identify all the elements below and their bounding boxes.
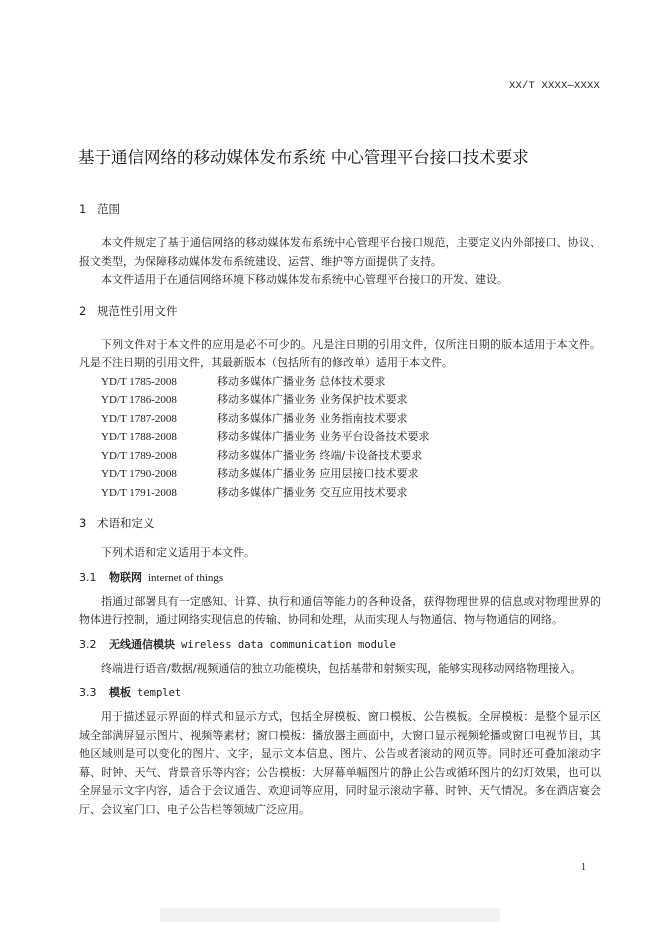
term-number: 3.1 — [79, 570, 97, 584]
term-definition: 终端进行语音/数据/视频通信的独立功能模块，包括基带和射频实现，能够实现移动网络物理接入。 — [101, 661, 582, 675]
reference-title: 移动多媒体广播业务 应用层接口技术要求 — [217, 467, 419, 480]
term-en: templet — [137, 687, 182, 699]
reference-code: YD/T 1789-2008 — [101, 449, 177, 462]
paragraph: 本文件规定了基于通信网络的移动媒体发布系统中心管理平台接口规范，主要定义内外部接口、协议、报文类型，为保障移动媒体发布系统建设、运营、维护等方面提供了支持。 — [79, 236, 601, 268]
paragraph: 下列文件对于本文件的应用是必不可少的。凡是注日期的引用文件，仅所注日期的版本适用于本文件。凡是不注日期的引用文件，其最新版本（包括所有的修改单）适用于本文件。 — [79, 337, 601, 369]
section-title: 规范性引用文件 — [97, 303, 178, 318]
section-number: 3 — [79, 516, 87, 530]
reference-title: 移动多媒体广播业务 交互应用技术要求 — [217, 485, 408, 499]
reference-item — [79, 373, 601, 392]
term-heading — [79, 569, 601, 587]
reference-code: YD/T 1791-2008 — [101, 486, 177, 499]
section-number: 2 — [79, 303, 87, 318]
section-heading-scope — [79, 200, 601, 218]
term-number: 3.2 — [79, 637, 97, 651]
term-en: internet of things — [148, 571, 224, 584]
reference-item — [79, 428, 601, 447]
section-number: 1 — [79, 202, 87, 216]
reference-item — [79, 391, 601, 410]
page-number: 1 — [581, 862, 586, 873]
reference-title: 移动多媒体广播业务 业务指南技术要求 — [217, 411, 408, 425]
term-zh: 无线通信模块 — [109, 637, 175, 651]
section-heading-terms — [79, 514, 601, 532]
reference-title: 移动多媒体广播业务 业务保护技术要求 — [217, 393, 408, 406]
term-definition: 用于描述显示界面的样式和显示方式，包括全屏模板、窗口模板、公告模板。全屏模板：是整个显示区域全部满屏显示图片、视频等素材；窗口模板：播放器主画面中，大窗口显示视频轮播或窗口电视节目，其他区域则是可以变化的图片、文字，显示文本信息、图片、公告或者滚动的网页等。同时还可叠加滚动字幕、时钟、天气、背景音乐等内容；公告模板：大屏幕单幅图片的静止公告或循环图片的幻灯效果，也可以全屏显示文字内容，适合于会议通告、欢迎词等应用，同时显示滚动字幕、时钟、天气情况。多在酒店宴会厅、会议室门口、电子公告栏等领域广泛应用。 — [79, 710, 601, 816]
section-title: 范围 — [97, 202, 120, 216]
reference-title: 移动多媒体广播业务 终端/卡设备技术要求 — [217, 448, 423, 462]
term-zh: 物联网 — [109, 570, 142, 584]
watermark — [160, 908, 500, 922]
reference-code: YD/T 1785-2008 — [101, 375, 177, 388]
reference-item — [79, 465, 601, 484]
term-heading — [79, 684, 601, 702]
reference-title: 移动多媒体广播业务 业务平台设备技术要求 — [217, 430, 430, 443]
reference-code: YD/T 1788-2008 — [101, 431, 177, 443]
reference-item — [79, 484, 601, 503]
reference-code: YD/T 1786-2008 — [101, 394, 177, 406]
reference-item — [79, 447, 601, 466]
term-en: wireless data communication module — [181, 638, 396, 651]
document-number: XX/T XXXX—XXXX — [508, 80, 600, 92]
reference-code: YD/T 1790-2008 — [101, 468, 177, 480]
document-title: 基于通信网络的移动媒体发布系统 中心管理平台接口技术要求 — [78, 148, 529, 167]
reference-title: 移动多媒体广播业务 总体技术要求 — [217, 374, 386, 388]
term-definition: 指通过部署具有一定感知、计算、执行和通信等能力的各种设备，获得物理世界的信息或对物理世界的物体进行控制，通过网络实现信息的传输、协同和处理，从而实现人与物通信、物与物通信的网络。 — [79, 594, 601, 626]
section-heading-normative-references — [79, 302, 601, 320]
term-number: 3.3 — [79, 686, 97, 699]
document-body — [79, 200, 601, 819]
section-title: 术语和定义 — [97, 516, 155, 530]
term-zh: 模板 — [109, 686, 131, 699]
term-heading — [79, 636, 601, 654]
reference-code: YD/T 1787-2008 — [101, 412, 177, 425]
paragraph: 本文件适用于在通信网络环境下移动媒体发布系统中心管理平台接口的开发、建设。 — [101, 273, 508, 286]
paragraph: 下列术语和定义适用于本文件。 — [101, 546, 255, 559]
reference-item — [79, 410, 601, 429]
